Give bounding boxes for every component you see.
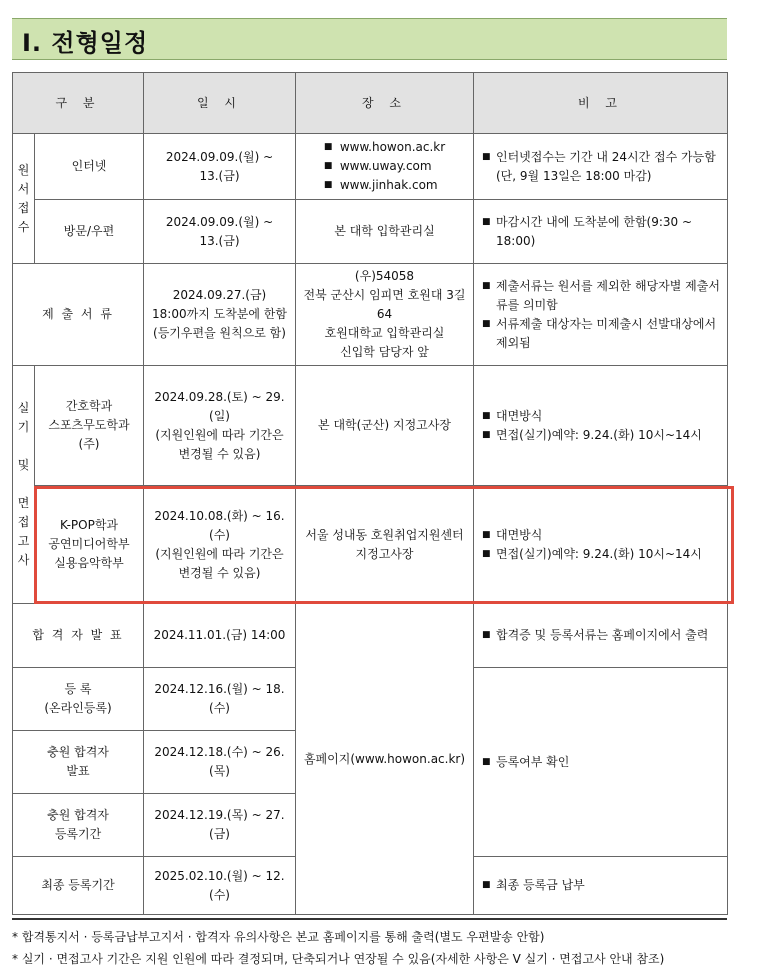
schedule-table bbox=[12, 72, 728, 915]
registration-date: 2024.12.16.(월) ~ 18.(수) bbox=[144, 668, 296, 731]
table-row bbox=[13, 264, 728, 366]
additional-register-date: 2024.12.19.(목) ~ 27.(금) bbox=[144, 794, 296, 857]
practical-group-label: 실 기 및 면 접 고 사 bbox=[13, 366, 35, 604]
practical-row2-place: 서울 성내동 호원취업지원센터 지정고사장 bbox=[296, 486, 474, 604]
internet-notes: ■ 인터넷접수는 기간 내 24시간 접수 가능함 (단, 9월 13일은 18:00 마감) bbox=[474, 134, 728, 200]
footer-note-1: * 합격통지서 · 등록금납부고지서 · 합격자 유의사항은 본교 홈페이지를 통해 출력(별도 우편발송 안함) bbox=[12, 930, 545, 944]
site-jinhak: ■ www.jinhak.com bbox=[324, 176, 445, 195]
table-row bbox=[13, 200, 728, 264]
additional-announce-date: 2024.12.18.(수) ~ 26.(목) bbox=[144, 731, 296, 794]
final-registration-label: 최종 등록기간 bbox=[13, 857, 144, 915]
internet-sites bbox=[296, 134, 474, 200]
header-category: 구 분 bbox=[13, 73, 144, 134]
footer-notes bbox=[12, 918, 727, 970]
documents-place: (우)54058 전북 군산시 임피면 호원대 3길 64 호원대학교 입학관리실 신입학 담당자 앞 bbox=[296, 264, 474, 366]
table-row bbox=[13, 134, 728, 200]
additional-announce-label: 충원 합격자 발표 bbox=[13, 731, 144, 794]
visit-date: 2024.09.09.(월) ~ 13.(금) bbox=[144, 200, 296, 264]
final-registration-notes: ■ 최종 등록금 납부 bbox=[474, 857, 728, 915]
practical-row1-date: 2024.09.28.(토) ~ 29.(일) (지원인원에 따라 기간은 변경될 수 있음) bbox=[144, 366, 296, 486]
section-title-bar bbox=[12, 18, 727, 60]
announcement-label: 합 격 자 발 표 bbox=[13, 604, 144, 668]
section-title: Ⅰ. 전형일정 bbox=[22, 29, 149, 57]
table-row bbox=[13, 486, 728, 604]
final-registration-date: 2025.02.10.(월) ~ 12.(수) bbox=[144, 857, 296, 915]
visit-notes: ■ 마감시간 내에 도착분에 한함(9:30 ~ 18:00) bbox=[474, 200, 728, 264]
documents-date: 2024.09.27.(금) 18:00까지 도착분에 한함 (등기우편을 원칙으로 함) bbox=[144, 264, 296, 366]
site-uway: ■ www.uway.com bbox=[324, 157, 445, 176]
application-group-label: 원 서 접 수 bbox=[13, 134, 35, 264]
announcement-date: 2024.11.01.(금) 14:00 bbox=[144, 604, 296, 668]
header-note: 비 고 bbox=[474, 73, 728, 134]
practical-row2-label: K-POP학과 공연미디어학부 실용음악학부 bbox=[35, 486, 144, 604]
visit-place: 본 대학 입학관리실 bbox=[296, 200, 474, 264]
site-howon: ■ www.howon.ac.kr bbox=[324, 138, 445, 157]
additional-register-label: 충원 합격자 등록기간 bbox=[13, 794, 144, 857]
internet-date: 2024.09.09.(월) ~ 13.(금) bbox=[144, 134, 296, 200]
registration-label: 등 록 (온라인등록) bbox=[13, 668, 144, 731]
table-row bbox=[13, 366, 728, 486]
practical-row1-label: 간호학과 스포츠무도학과(주) bbox=[35, 366, 144, 486]
documents-notes: ■ 제출서류는 원서를 제외한 해당자별 제출서류를 의미함 ■ 서류제출 대상자는 미제출시 선발대상에서 제외됨 bbox=[474, 264, 728, 366]
table-header-row bbox=[13, 73, 728, 134]
practical-row1-notes: ■ 대면방식 ■ 면접(실기)예약: 9.24.(화) 10시~14시 bbox=[474, 366, 728, 486]
visit-label: 방문/우편 bbox=[35, 200, 144, 264]
practical-row1-place: 본 대학(군산) 지정고사장 bbox=[296, 366, 474, 486]
announcement-notes: ■ 합격증 및 등록서류는 홈페이지에서 출력 bbox=[474, 604, 728, 668]
practical-row2-notes: ■ 대면방식 ■ 면접(실기)예약: 9.24.(화) 10시~14시 bbox=[474, 486, 728, 604]
footer-note-2: * 실기 · 면접고사 기간은 지원 인원에 따라 결정되며, 단축되거나 연장될 수 있음(자세한 사항은 Ⅴ 실기 · 면접고사 안내 참조) bbox=[12, 952, 665, 966]
documents-label: 제 출 서 류 bbox=[13, 264, 144, 366]
header-place: 장 소 bbox=[296, 73, 474, 134]
table-row bbox=[13, 604, 728, 668]
header-date: 일 시 bbox=[144, 73, 296, 134]
homepage-place: 홈페이지(www.howon.ac.kr) bbox=[296, 604, 474, 915]
practical-row2-date: 2024.10.08.(화) ~ 16.(수) (지원인원에 따라 기간은 변경될 수 있음) bbox=[144, 486, 296, 604]
registration-notes: ■ 등록여부 확인 bbox=[474, 668, 728, 857]
internet-label: 인터넷 bbox=[35, 134, 144, 200]
